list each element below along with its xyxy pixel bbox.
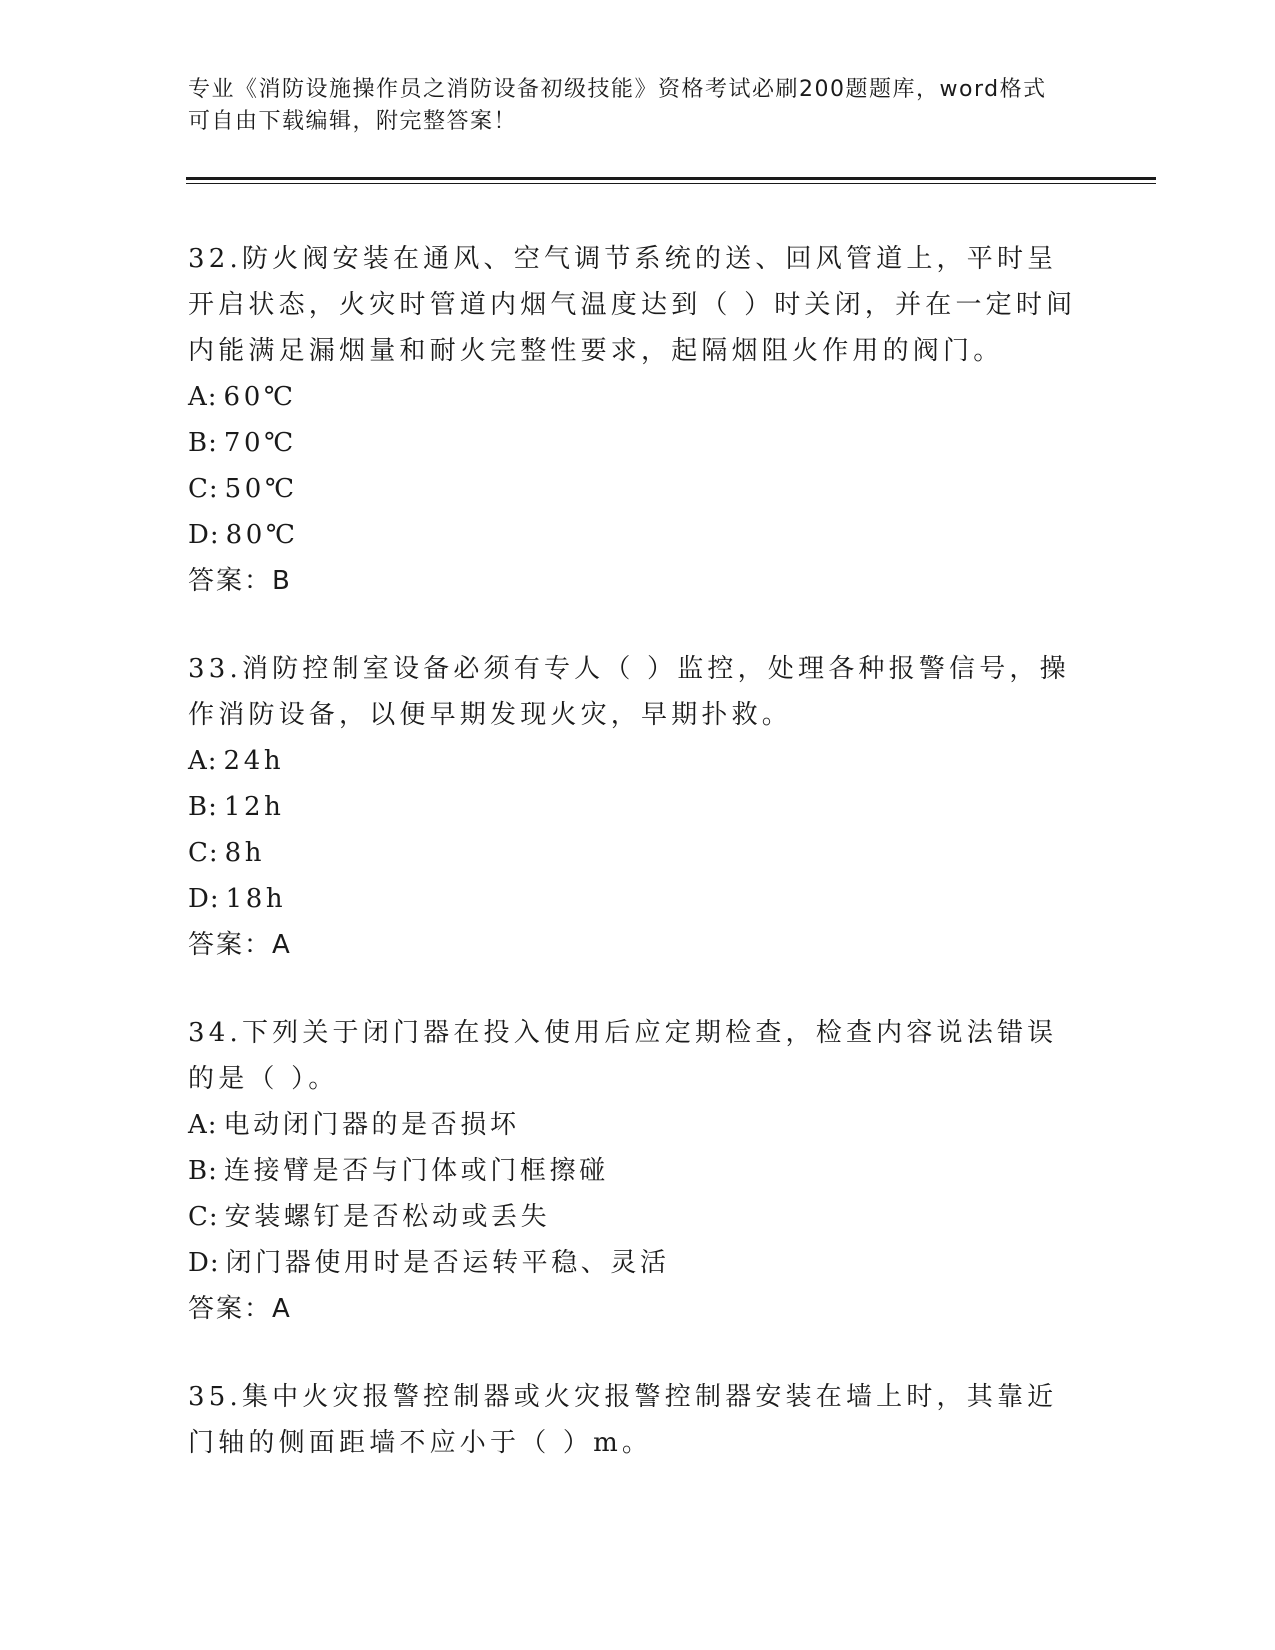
option-text: 连接臂是否与门体或门框擦碰 xyxy=(223,1156,609,1186)
option-d xyxy=(188,1240,1083,1286)
option-b xyxy=(188,420,1083,466)
option-text: 50℃ xyxy=(224,474,298,504)
option-text: 80℃ xyxy=(225,520,299,550)
question-33 xyxy=(188,646,1083,968)
option-b xyxy=(188,1148,1083,1194)
option-letter: D: xyxy=(188,520,220,550)
option-d xyxy=(188,512,1083,558)
question-stem: 32.防火阀安装在通风、空气调节系统的送、回风管道上，平时呈开启状态，火灾时管道内烟气温度达到（ ）时关闭，并在一定时间内能满足漏烟量和耐火完整性要求，起隔烟阻火作用的阀门。 xyxy=(188,244,1077,366)
option-text: 12h xyxy=(223,792,285,822)
answer-label: 答案：B xyxy=(188,566,292,596)
option-text: 70℃ xyxy=(223,428,297,458)
question-35 xyxy=(188,1374,1083,1466)
option-letter: B: xyxy=(188,1156,218,1186)
question-stem: 33.消防控制室设备必须有专人（ ）监控，处理各种报警信号，操作消防设备，以便早期发现火灾，早期扑救。 xyxy=(188,654,1070,730)
option-letter: B: xyxy=(188,428,218,458)
question-stem: 34.下列关于闭门器在投入使用后应定期检查，检查内容说法错误的是（ ）。 xyxy=(188,1018,1058,1094)
option-text: 8h xyxy=(224,838,266,868)
option-a xyxy=(188,738,1083,784)
option-text: 闭门器使用时是否运转平稳、灵活 xyxy=(225,1248,670,1278)
option-letter: C: xyxy=(188,474,219,504)
document-header: 专业《消防设施操作员之消防设备初级技能》资格考试必刷200题题库，word格式可自由下载编辑，附完整答案！ xyxy=(188,77,1047,134)
option-text: 24h xyxy=(223,746,285,776)
header-divider-thick xyxy=(186,177,1156,180)
option-letter: A: xyxy=(188,746,218,776)
option-letter: C: xyxy=(188,838,219,868)
option-letter: D: xyxy=(188,1248,220,1278)
header-divider-thin xyxy=(186,183,1156,184)
option-text: 60℃ xyxy=(223,382,297,412)
option-d xyxy=(188,876,1083,922)
option-a xyxy=(188,374,1083,420)
option-c xyxy=(188,830,1083,876)
option-letter: B: xyxy=(188,792,218,822)
option-text: 电动闭门器的是否损坏 xyxy=(223,1110,520,1140)
answer-label: 答案：A xyxy=(188,930,292,960)
question-32 xyxy=(188,236,1083,604)
option-c xyxy=(188,466,1083,512)
option-c xyxy=(188,1194,1083,1240)
option-letter: A: xyxy=(188,382,218,412)
option-letter: D: xyxy=(188,884,220,914)
option-letter: A: xyxy=(188,1110,218,1140)
option-text: 18h xyxy=(225,884,287,914)
answer-label: 答案：A xyxy=(188,1294,292,1324)
question-stem: 35.集中火灾报警控制器或火灾报警控制器安装在墙上时，其靠近门轴的侧面距墙不应小于（ ）m。 xyxy=(188,1382,1058,1458)
option-text: 安装螺钉是否松动或丢失 xyxy=(224,1202,551,1232)
option-a xyxy=(188,1102,1083,1148)
question-34 xyxy=(188,1010,1083,1332)
option-letter: C: xyxy=(188,1202,219,1232)
option-b xyxy=(188,784,1083,830)
